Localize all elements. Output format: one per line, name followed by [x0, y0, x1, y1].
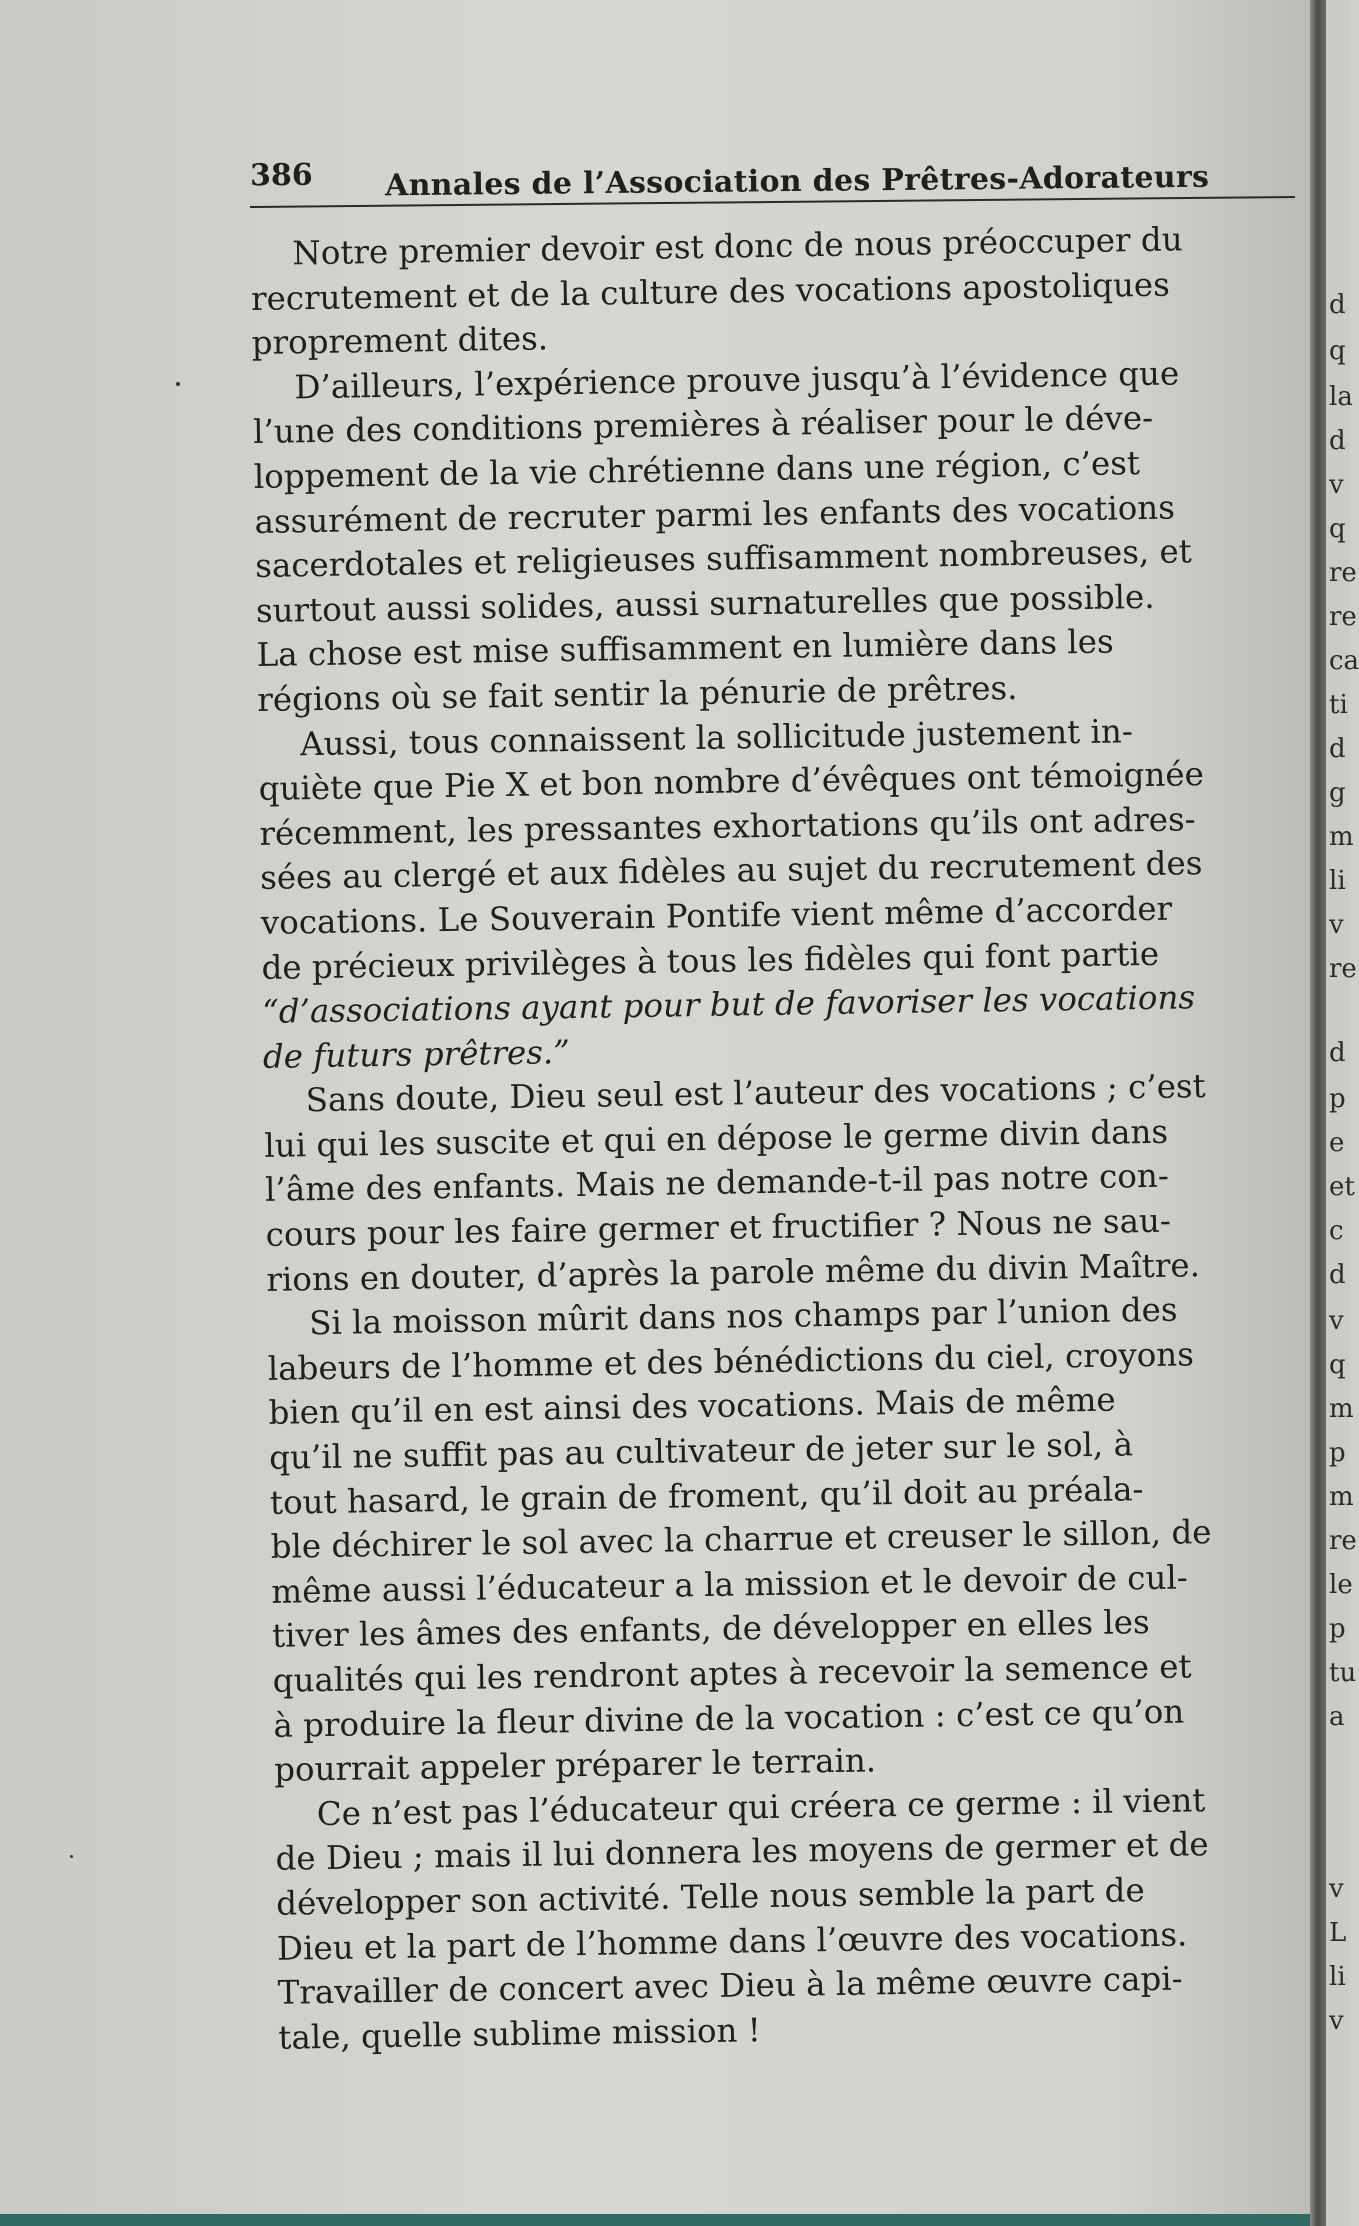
facing-fragment: a	[1329, 1702, 1345, 1732]
speck-mark	[176, 382, 180, 386]
facing-fragment: q	[1329, 336, 1346, 366]
running-title: Annales de l’Association des Prêtres-Adorateurs	[384, 159, 1210, 204]
facing-fragment: g	[1329, 778, 1346, 808]
text-line: l’une des conditions premières à réaliser pour le déve-	[252, 399, 1154, 452]
facing-fragment: v	[1329, 1306, 1344, 1336]
text-line: sées au clergé et aux fidèles au sujet du recrutement des	[259, 844, 1203, 898]
text-line: développer son activité. Telle nous semble la part de	[275, 1871, 1145, 1923]
facing-fragment: et	[1329, 1172, 1355, 1202]
facing-fragment: li	[1329, 1962, 1346, 1992]
text-line: La chose est mise suffisamment en lumière dans les	[256, 622, 1114, 675]
text-line: lui qui les suscite et qui en dépose le germe divin dans	[264, 1112, 1169, 1165]
text-line: assurément de recruter parmi les enfants des vocations	[254, 488, 1176, 541]
text-line: tiver les âmes des enfants, de développer en elles les	[271, 1603, 1150, 1656]
text-line: surtout aussi solides, aussi surnaturelles que possible.	[255, 577, 1155, 630]
facing-fragment: la	[1329, 382, 1353, 412]
text-line: à produire la fleur divine de la vocation : c’est ce qu’on	[273, 1692, 1185, 1745]
facing-fragment: p	[1329, 1084, 1346, 1114]
paragraph-6	[275, 1776, 1331, 2060]
text-line: Sans doute, Dieu seul est l’auteur des vocations ; c’est	[305, 1067, 1206, 1120]
facing-fragment: li	[1329, 866, 1346, 896]
text-line: quiète que Pie X et bon nombre d’évêques ont témoignée	[258, 755, 1205, 809]
facing-fragment: v	[1329, 2006, 1344, 2036]
text-line: régions où se fait sentir la pénurie de prêtres.	[257, 668, 1018, 719]
text-line: Travailler de concert avec Dieu à la même œuvre capi-	[277, 1959, 1183, 2012]
text-line: bien qu’il en est ainsi des vocations. Mais de même	[268, 1380, 1116, 1433]
text-line: sacerdotales et religieuses suffisamment nombreuses, et	[254, 532, 1193, 586]
text-line: Ce n’est pas l’éducateur qui créera ce germe : il vient	[316, 1780, 1206, 1833]
text-line: tale, quelle sublime mission !	[278, 2010, 762, 2057]
paragraph-2	[252, 349, 1309, 722]
facing-fragment: re	[1329, 558, 1357, 588]
facing-fragment: q	[1329, 514, 1346, 544]
text-line: Aussi, tous connaissent la sollicitude justement in-	[299, 711, 1134, 763]
text-line: pourrait appeler préparer le terrain.	[273, 1741, 877, 1789]
text-line: recrutement et de la culture des vocations apostoliques	[250, 265, 1171, 318]
facing-fragment: d	[1329, 1038, 1346, 1068]
text-line: tout hasard, le grain de froment, qu’il doit au préala-	[269, 1469, 1144, 1522]
text-line-italic: de futurs prêtres.”	[262, 1032, 571, 1076]
text-line: Notre premier devoir est donc de nous préoccuper du	[292, 220, 1183, 273]
text-line: qualités qui les rendront aptes à recevoir la semence et	[272, 1647, 1192, 1700]
text-line: rions en douter, d’après la parole même du divin Maître.	[266, 1245, 1201, 1299]
facing-fragment: d	[1329, 290, 1346, 320]
text-line: Si la moisson mûrit dans nos champs par l’union des	[308, 1290, 1178, 1343]
facing-fragment: m	[1329, 1482, 1354, 1512]
facing-fragment: p	[1329, 1614, 1346, 1644]
page-number: 386	[249, 157, 313, 194]
facing-fragment: re	[1329, 1526, 1357, 1556]
facing-fragment: v	[1329, 910, 1344, 940]
facing-fragment: d	[1329, 1260, 1346, 1290]
text-line: vocations. Le Souverain Pontife vient même d’accorder	[260, 889, 1173, 942]
facing-fragment: re	[1329, 602, 1357, 632]
text-line: labeurs de l’homme et des bénédictions du ciel, croyons	[267, 1335, 1195, 1388]
text-line: même aussi l’éducateur a la mission et le devoir de cul-	[271, 1558, 1189, 1611]
scan-edge-strip	[0, 2214, 1310, 2226]
text-line: ble déchirer le sol avec la charrue et creuser le sillon, de	[270, 1513, 1212, 1567]
body-text	[250, 215, 1331, 2060]
facing-fragment: v	[1329, 470, 1344, 500]
facing-fragment: ti	[1329, 690, 1348, 720]
facing-fragment: m	[1329, 1394, 1354, 1424]
text-line-italic: “d’associations ayant pour but de favoriser les vocations	[261, 978, 1196, 1031]
paragraph-4	[263, 1063, 1318, 1302]
facing-fragment: d	[1329, 426, 1346, 456]
text-line: cours pour les faire germer et fructifier ? Nous ne sau-	[265, 1201, 1172, 1254]
paragraph-1	[250, 215, 1304, 365]
facing-fragment: le	[1329, 1570, 1353, 1600]
facing-page-edge	[1326, 0, 1359, 2226]
facing-fragment: ca	[1329, 646, 1359, 676]
facing-fragment: e	[1329, 1128, 1345, 1158]
facing-fragment: re	[1329, 954, 1357, 984]
text-line: l’âme des enfants. Mais ne demande-t-il pas notre con-	[264, 1157, 1170, 1210]
book-gutter	[1310, 0, 1326, 2226]
text-line: récemment, les pressantes exhortations qu’ils ont adres-	[259, 799, 1196, 853]
facing-fragment: q	[1329, 1350, 1346, 1380]
facing-fragment: m	[1329, 822, 1354, 852]
text-line: D’ailleurs, l’expérience prouve jusqu’à l’évidence que	[294, 354, 1180, 407]
facing-fragment: d	[1329, 734, 1346, 764]
text-line: proprement dites.	[251, 319, 549, 363]
facing-fragment: c	[1329, 1216, 1344, 1246]
text-line: loppement de la vie chrétienne dans une région, c’est	[253, 444, 1141, 496]
paragraph-5	[267, 1286, 1327, 1793]
text-line: de Dieu ; mais il lui donnera les moyens de germer et de	[275, 1825, 1209, 1879]
text-line: qu’il ne suffit pas au cultivateur de jeter sur le sol, à	[268, 1425, 1134, 1477]
text-line: Dieu et la part de l’homme dans l’œuvre des vocations.	[276, 1915, 1188, 1968]
facing-fragment: v	[1329, 1874, 1344, 1904]
facing-fragment: tu	[1329, 1658, 1357, 1688]
text-line: de précieux privilèges à tous les fidèles qui font partie	[261, 934, 1160, 987]
speck-mark	[70, 1855, 73, 1858]
paragraph-3	[258, 706, 1315, 1079]
facing-fragment: L	[1329, 1918, 1347, 1948]
facing-fragment: p	[1329, 1438, 1346, 1468]
